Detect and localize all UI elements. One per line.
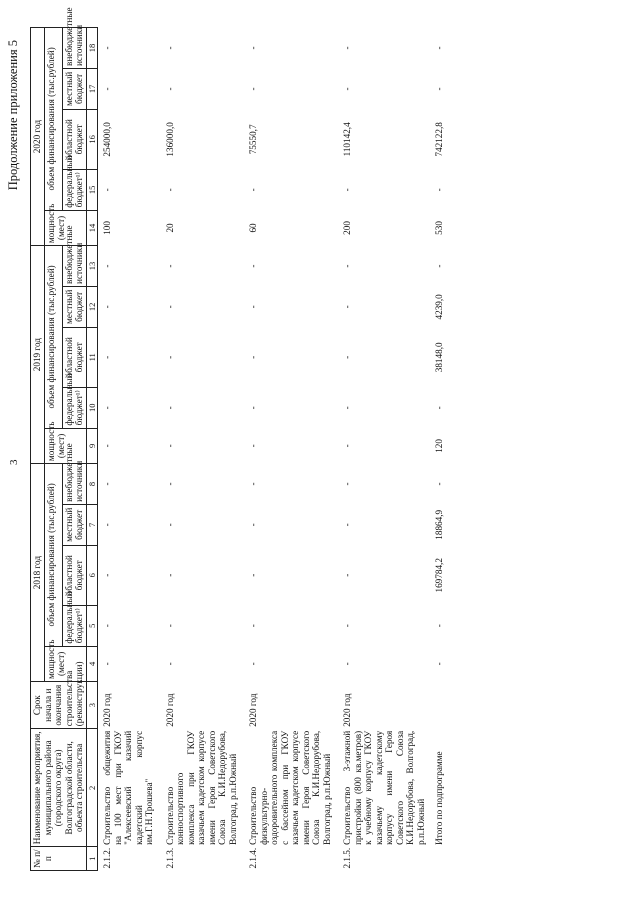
column-number-row [86, 28, 98, 871]
construction-term: 2020 год [164, 693, 175, 727]
column-number: 18 [86, 28, 98, 69]
total-value-cell: 4239,0 [434, 294, 444, 320]
header-regional: областной бюджет [62, 545, 86, 605]
header-year-2018: 2018 год [31, 464, 45, 682]
value-cell: - [102, 406, 112, 410]
total-value-cell: - [434, 624, 444, 628]
column-number: 8 [86, 464, 98, 505]
header-federal: федеральный бюджет¹⁾ [62, 387, 86, 428]
header-federal: федеральный бюджет¹⁾ [62, 169, 86, 210]
header-name: Наименование мероприятия, муниципального района (городского округа) Волгоградской области, объекта строительства [31, 729, 87, 847]
value-cell: - [164, 264, 175, 268]
value-cell: - [248, 523, 258, 527]
header-year-2019: 2019 год [31, 246, 45, 464]
table-row [161, 28, 245, 871]
value-cell: - [342, 305, 352, 309]
total-value-cell: 38148,0 [434, 342, 444, 373]
value-cell: - [102, 264, 112, 268]
column-number: 5 [86, 605, 98, 646]
value-cell: - [248, 624, 258, 628]
column-number: 11 [86, 327, 98, 387]
value-cell: - [248, 87, 258, 91]
value-cell: - [248, 264, 258, 268]
value-cell: - [248, 46, 258, 50]
total-value-cell: 18864,9 [434, 509, 444, 540]
total-value-cell: - [434, 46, 444, 50]
value-cell: 75550,7 [248, 124, 258, 155]
column-number: 4 [86, 646, 98, 681]
total-value-cell: 742122,8 [434, 122, 444, 157]
value-cell: - [164, 444, 175, 448]
header-local: местный бюджет [62, 69, 86, 110]
header-local: местный бюджет [62, 504, 86, 545]
column-number: 13 [86, 246, 98, 287]
column-number: 7 [86, 504, 98, 545]
row-number: 2.1.2. [102, 847, 112, 869]
value-cell: - [102, 355, 112, 359]
value-cell: - [164, 355, 175, 359]
header-power: мощность (мест) [44, 646, 86, 681]
table-body [98, 28, 451, 871]
header-offbudget: внебюджетные источники [62, 246, 86, 287]
value-cell: - [248, 188, 258, 192]
total-value-cell: - [434, 188, 444, 192]
header-funding: объем финансирования (тыс.рублей) [44, 246, 62, 429]
page-number: 3 [8, 459, 20, 465]
header-federal: федеральный бюджет¹⁾ [62, 605, 86, 646]
value-cell: 60 [248, 223, 258, 233]
header-year-2020: 2020 год [31, 28, 45, 246]
total-row [432, 28, 451, 871]
value-cell: - [164, 523, 175, 527]
value-cell: - [342, 444, 352, 448]
value-cell: 110142,4 [342, 122, 352, 157]
value-cell: - [248, 305, 258, 309]
value-cell: - [164, 482, 175, 486]
value-cell: 200 [342, 221, 352, 235]
column-number: 9 [86, 428, 98, 463]
value-cell: - [102, 482, 112, 486]
header-power: мощность (мест) [44, 210, 86, 245]
table-header [31, 7, 98, 871]
object-name: Строительство физкультурно-оздоровительного комплекса с бассейном при ГКОУ казачьем кадетском корпусе имени Героя Советского Союза К.И.Недорубова, Волгоград, р.п.Южный [248, 730, 332, 845]
value-cell: - [342, 523, 352, 527]
object-name: Строительство общежития на 100 мест при ГКОУ "Алексеевский казачий кадетский корпус им.Г.Н.Трошева" [102, 730, 154, 845]
table-row [98, 28, 161, 871]
value-cell: 254000,0 [102, 122, 112, 157]
value-cell: - [102, 444, 112, 448]
total-value-cell: - [434, 482, 444, 486]
column-number: 10 [86, 387, 98, 428]
total-value-cell: 530 [434, 221, 444, 235]
column-number: 3 [86, 682, 98, 729]
value-cell: 20 [164, 223, 175, 233]
value-cell: - [342, 482, 352, 486]
header-funding: объем финансирования (тыс.рублей) [44, 28, 62, 211]
header-num: № п/п [31, 847, 87, 871]
value-cell: - [342, 188, 352, 192]
value-cell: - [102, 662, 112, 666]
value-cell: - [102, 46, 112, 50]
value-cell: - [342, 264, 352, 268]
construction-term: 2020 год [248, 693, 258, 727]
value-cell: - [102, 87, 112, 91]
value-cell: - [342, 355, 352, 359]
header-power: мощность (мест) [44, 428, 86, 463]
object-name: Строительство конноспортивного комплекса при ГКОУ казачьем кадетском корпусе имени Героя Советского Союза К.И.Недорубова, Волгоград, р.п.Южный [164, 730, 238, 845]
value-cell: - [342, 87, 352, 91]
construction-term: 2020 год [102, 693, 112, 727]
row-number: 2.1.3. [164, 847, 175, 869]
value-cell: - [342, 46, 352, 50]
value-cell: - [248, 573, 258, 577]
value-cell: - [248, 444, 258, 448]
appendix-continuation: Продолжение приложения 5 [6, 40, 20, 191]
total-value-cell: - [434, 87, 444, 91]
value-cell: - [164, 624, 175, 628]
value-cell: - [342, 406, 352, 410]
value-cell: - [102, 188, 112, 192]
table-row [244, 28, 338, 871]
total-value-cell: - [434, 662, 444, 666]
table-row [338, 28, 432, 871]
value-cell: - [164, 188, 175, 192]
value-cell: - [164, 573, 175, 577]
construction-term: 2020 год [342, 693, 352, 727]
row-number: 2.1.5. [342, 847, 352, 869]
header-offbudget: внебюджетные источники [62, 464, 86, 505]
total-value-cell: 169784,2 [434, 558, 444, 593]
value-cell: - [164, 87, 175, 91]
value-cell: - [102, 573, 112, 577]
header-local: местный бюджет [62, 286, 86, 327]
empty-cell [432, 682, 451, 729]
header-regional: областной бюджет [62, 327, 86, 387]
value-cell: - [248, 355, 258, 359]
column-number: 17 [86, 69, 98, 110]
value-cell: - [342, 662, 352, 666]
value-cell: - [248, 662, 258, 666]
column-number: 16 [86, 109, 98, 169]
value-cell: - [102, 523, 112, 527]
total-label: Итого по подпрограмме [434, 751, 444, 845]
value-cell: - [342, 624, 352, 628]
value-cell: - [164, 305, 175, 309]
value-cell: - [164, 46, 175, 50]
object-name: Строительство 3-этажной пристройки (800 кв.метров) к учебному корпусу ГКОУ казачьему кадетскому корпусу имени Героя Советского Союза К.И.Недорубова, Волгоград, р.п.Южный [342, 730, 426, 845]
value-cell: - [342, 573, 352, 577]
column-number: 1 [86, 847, 98, 871]
row-number: 2.1.4. [248, 847, 258, 869]
column-number: 14 [86, 210, 98, 245]
column-number: 12 [86, 286, 98, 327]
header-funding: объем финансирования (тыс.рублей) [44, 464, 62, 647]
total-value-cell: 120 [434, 439, 444, 453]
header-regional: областной бюджет [62, 109, 86, 169]
total-value-cell: - [434, 406, 444, 410]
header-offbudget: внебюджетные источники [62, 28, 86, 69]
value-cell: - [164, 406, 175, 410]
column-number: 2 [86, 729, 98, 847]
funding-table [30, 7, 451, 871]
total-value-cell: - [434, 264, 444, 268]
value-cell: - [248, 482, 258, 486]
value-cell: - [248, 406, 258, 410]
value-cell: - [164, 662, 175, 666]
column-number: 15 [86, 169, 98, 210]
column-number: 6 [86, 545, 98, 605]
value-cell: 100 [102, 221, 112, 235]
value-cell: - [102, 624, 112, 628]
value-cell: 136000,0 [164, 122, 175, 157]
header-term: Срок начала и окончания строительства (реконструкции) [31, 682, 87, 729]
value-cell: - [102, 305, 112, 309]
empty-cell [432, 847, 451, 871]
